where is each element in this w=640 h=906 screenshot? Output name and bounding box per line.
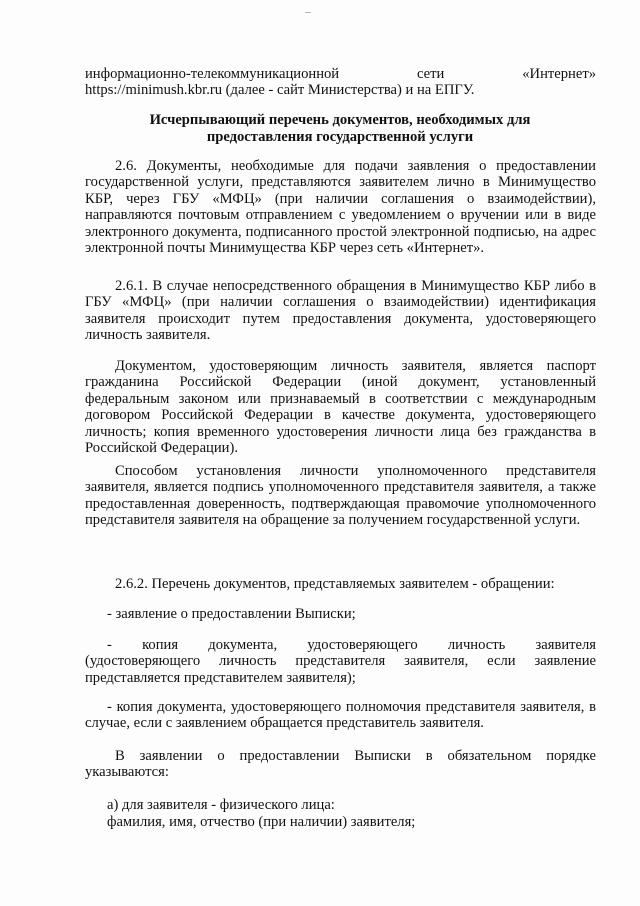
scan-mark	[305, 12, 311, 13]
paragraph-identification-method: Способом установления личности уполномоченного представителя заявителя, является подпись уполномоченного представителя заявителя, а также предоставленная доверенность, подтверждающая правомочие уполномоченного представителя заявителя на обращение за получением государственной услуги.	[85, 463, 596, 529]
top-line-2: https://minimush.kbr.ru (далее - сайт Министерства) и на ЕПГУ.	[85, 82, 475, 98]
top-line-1-part-a: информационно-телекоммуникационной	[85, 66, 340, 82]
list-item-individual: а) для заявителя - физического лица:	[107, 797, 335, 813]
paragraph-identity-document: Документом, удостоверяющим личность заявителя, является паспорт гражданина Российской Федерации (иной документ, установленный федеральным законом или признаваемый в соответствии с международным договором Российской Федерации в качестве документа, удостоверяющего личность; копия временного удостоверения личности лица без гражданства в Российской Федерации).	[85, 358, 596, 457]
paragraph-2-6-1: 2.6.1. В случае непосредственного обращения в Минимущество КБР либо в ГБУ «МФЦ» (при наличии соглашения о взаимодействии) идентификация заявителя происходит путем предоставления документа, удостоверяющего личность заявителя.	[85, 278, 596, 344]
copy1-word-3: удостоверяющего	[307, 637, 418, 653]
top-line-1-part-b: сети	[417, 66, 445, 82]
section-heading: Исчерпывающий перечень документов, необходимых для предоставления государственной услуги	[149, 112, 531, 145]
copy1-word-1: копия	[142, 637, 179, 653]
top-line-1	[85, 66, 596, 82]
copy1-word-4: личность	[447, 637, 506, 653]
list-item-authority-copy: - копия документа, удостоверяющего полномочия представителя заявителя, в случае, если с заявлением обращается представитель заявителя.	[85, 699, 596, 732]
paragraph-required-fields: В заявлении о предоставлении Выписки в обязательном порядке указываются:	[85, 748, 596, 781]
copy1-word-2: документа,	[208, 637, 278, 653]
list-item-full-name: фамилия, имя, отчество (при наличии) заявителя;	[107, 814, 416, 830]
list-item-identity-copy	[85, 637, 596, 686]
paragraph-2-6-2: 2.6.2. Перечень документов, представляемых заявителем - обращении:	[115, 576, 555, 592]
paragraph-2-6: 2.6. Документы, необходимые для подачи заявления о предоставлении государственной услуги, представляются заявителем лично в Минимущество КБР, через ГБУ «МФЦ» (при наличии соглашения о взаимодействии), направляются почтовым отправлением с уведомлением о вручении или в виде электронного документа, подписанного простой электронной подписью, на адрес электронной почты Минимущества КБР через сеть «Интернет».	[85, 158, 596, 257]
list-dash: -	[107, 637, 112, 653]
copy1-rest: (удостоверяющего личность представителя заявителя, если заявление представляется представителем заявителя);	[85, 653, 596, 686]
top-line-1-part-c: «Интернет»	[522, 66, 596, 82]
copy1-word-5: заявителя	[535, 637, 596, 653]
list-item-application: - заявление о предоставлении Выписки;	[107, 606, 356, 622]
